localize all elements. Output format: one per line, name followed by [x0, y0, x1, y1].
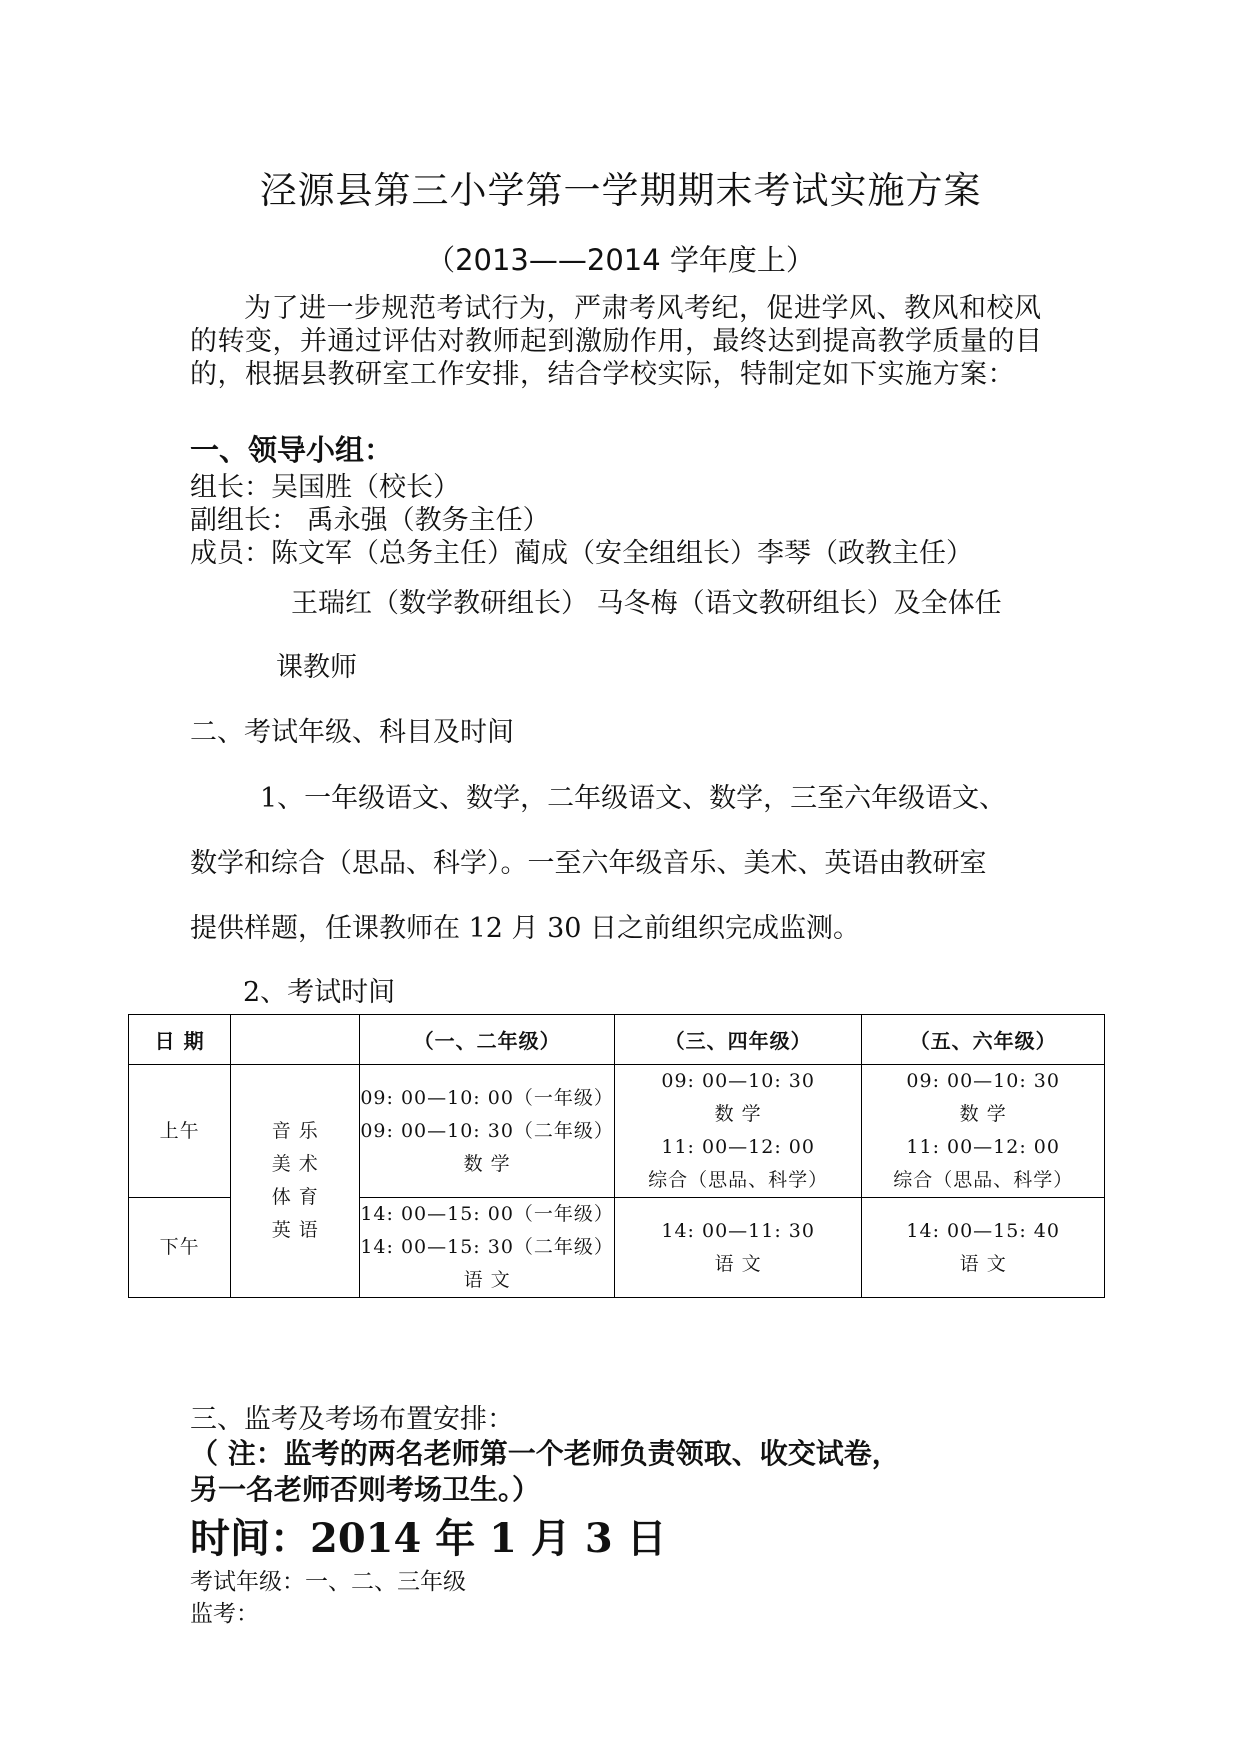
document-subtitle: （2013——2014 学年度上） [426, 243, 815, 277]
morning-g56-cell [862, 1065, 1105, 1198]
morning-label: 上午 [129, 1065, 231, 1198]
time-text: 09: 00—10: 00（一年级） [360, 1086, 614, 1109]
subject-music: 音 乐 [271, 1120, 319, 1142]
item1-line-2: 数学和综合（思品、科学）。一至六年级音乐、美术、英语由教研室 [190, 848, 987, 879]
time-text: 14: 00—15: 30（二年级） [360, 1236, 614, 1258]
time-text: 09: 00—10: 30 [661, 1070, 815, 1092]
header-blank [231, 1015, 360, 1065]
subject-text: 综合（思品、科学） [648, 1169, 829, 1191]
afternoon-g56-cell [862, 1198, 1105, 1298]
time-text: 09: 00—10: 30 [906, 1070, 1060, 1092]
members-line-3: 课教师 [276, 652, 357, 683]
morning-g12-cell [360, 1065, 615, 1198]
section3-heading: 三、监考及考场布置安排： [190, 1404, 514, 1435]
document-title: 泾源县第三小学第一学期期末考试实施方案 [259, 169, 982, 212]
subject-art: 美 术 [271, 1153, 319, 1175]
item1-line-1: 1、一年级语文、数学，二年级语文、数学，三至六年级语文、 [260, 783, 1007, 814]
leader-line: 组长：吴国胜（校长） [190, 472, 460, 503]
item1-line-3: 提供样题，任课教师在 12 月 30 日之前组织完成监测。 [190, 913, 861, 944]
time-text: 14: 00—11: 30 [661, 1219, 815, 1242]
members-line-1: 成员：陈文军（总务主任）蔺成（安全组组长）李琴（政教主任） [190, 538, 973, 569]
afternoon-g34-cell [614, 1198, 861, 1298]
intro-paragraph: 为了进一步规范考试行为，严肃考风考纪，促进学风、教风和校风的转变，并通过评估对教师起到激励作用，最终达到提高教学质量的目的，根据县教研室工作安排，结合学校实际，特制定如下实施方案： [190, 293, 1043, 390]
subject-text: 数 学 [714, 1103, 762, 1125]
note-line-2: 另一名老师否则考场卫生。） [190, 1473, 541, 1506]
time-text: 14: 00—15: 40 [906, 1219, 1060, 1242]
exam-date: 时间：2014 年 1 月 3 日 [190, 1515, 667, 1562]
deputy-line: 副组长： 禹永强（教务主任） [190, 505, 550, 536]
header-date: 日 期 [129, 1015, 231, 1065]
exam-grades: 考试年级：一、二、三年级 [190, 1569, 466, 1595]
header-grade-3-4: （三、四年级） [614, 1015, 861, 1065]
subject-text: 语 文 [714, 1252, 762, 1275]
section1-heading: 一、领导小组： [190, 433, 394, 467]
time-text: 14: 00—15: 00（一年级） [360, 1203, 614, 1225]
subject-text: 综合（思品、科学） [893, 1169, 1074, 1191]
header-grade-1-2: （一、二年级） [360, 1015, 615, 1065]
table-row-morning [129, 1065, 1105, 1198]
proctor-label: 监考： [190, 1601, 259, 1627]
note-line-1: （ 注：监考的两名老师第一个老师负责领取、收交试卷， [190, 1437, 900, 1470]
morning-g34-cell [614, 1065, 861, 1198]
section2-heading: 二、考试年级、科目及时间 [190, 717, 514, 748]
subject-text: 语 文 [959, 1252, 1007, 1275]
subject-english: 英 语 [271, 1219, 319, 1241]
time-text: 11: 00—12: 00 [661, 1136, 815, 1158]
subject-text: 语 文 [463, 1269, 511, 1291]
subject-text: 数 学 [959, 1103, 1007, 1125]
afternoon-label: 下午 [129, 1198, 231, 1298]
members-line-2: 王瑞红（数学教研组长） 马冬梅（语文教研组长）及全体任 [291, 588, 1002, 619]
other-subjects-cell [231, 1065, 360, 1298]
exam-schedule-table [128, 1014, 1105, 1298]
item2-heading: 2、考试时间 [243, 977, 396, 1008]
time-text: 11: 00—12: 00 [906, 1136, 1060, 1158]
time-text: 09: 00—10: 30（二年级） [360, 1119, 614, 1142]
header-grade-5-6: （五、六年级） [862, 1015, 1105, 1065]
subject-text: 数 学 [463, 1152, 511, 1175]
afternoon-g12-cell [360, 1198, 615, 1298]
subject-pe: 体 育 [271, 1186, 319, 1208]
table-header-row [129, 1015, 1105, 1065]
